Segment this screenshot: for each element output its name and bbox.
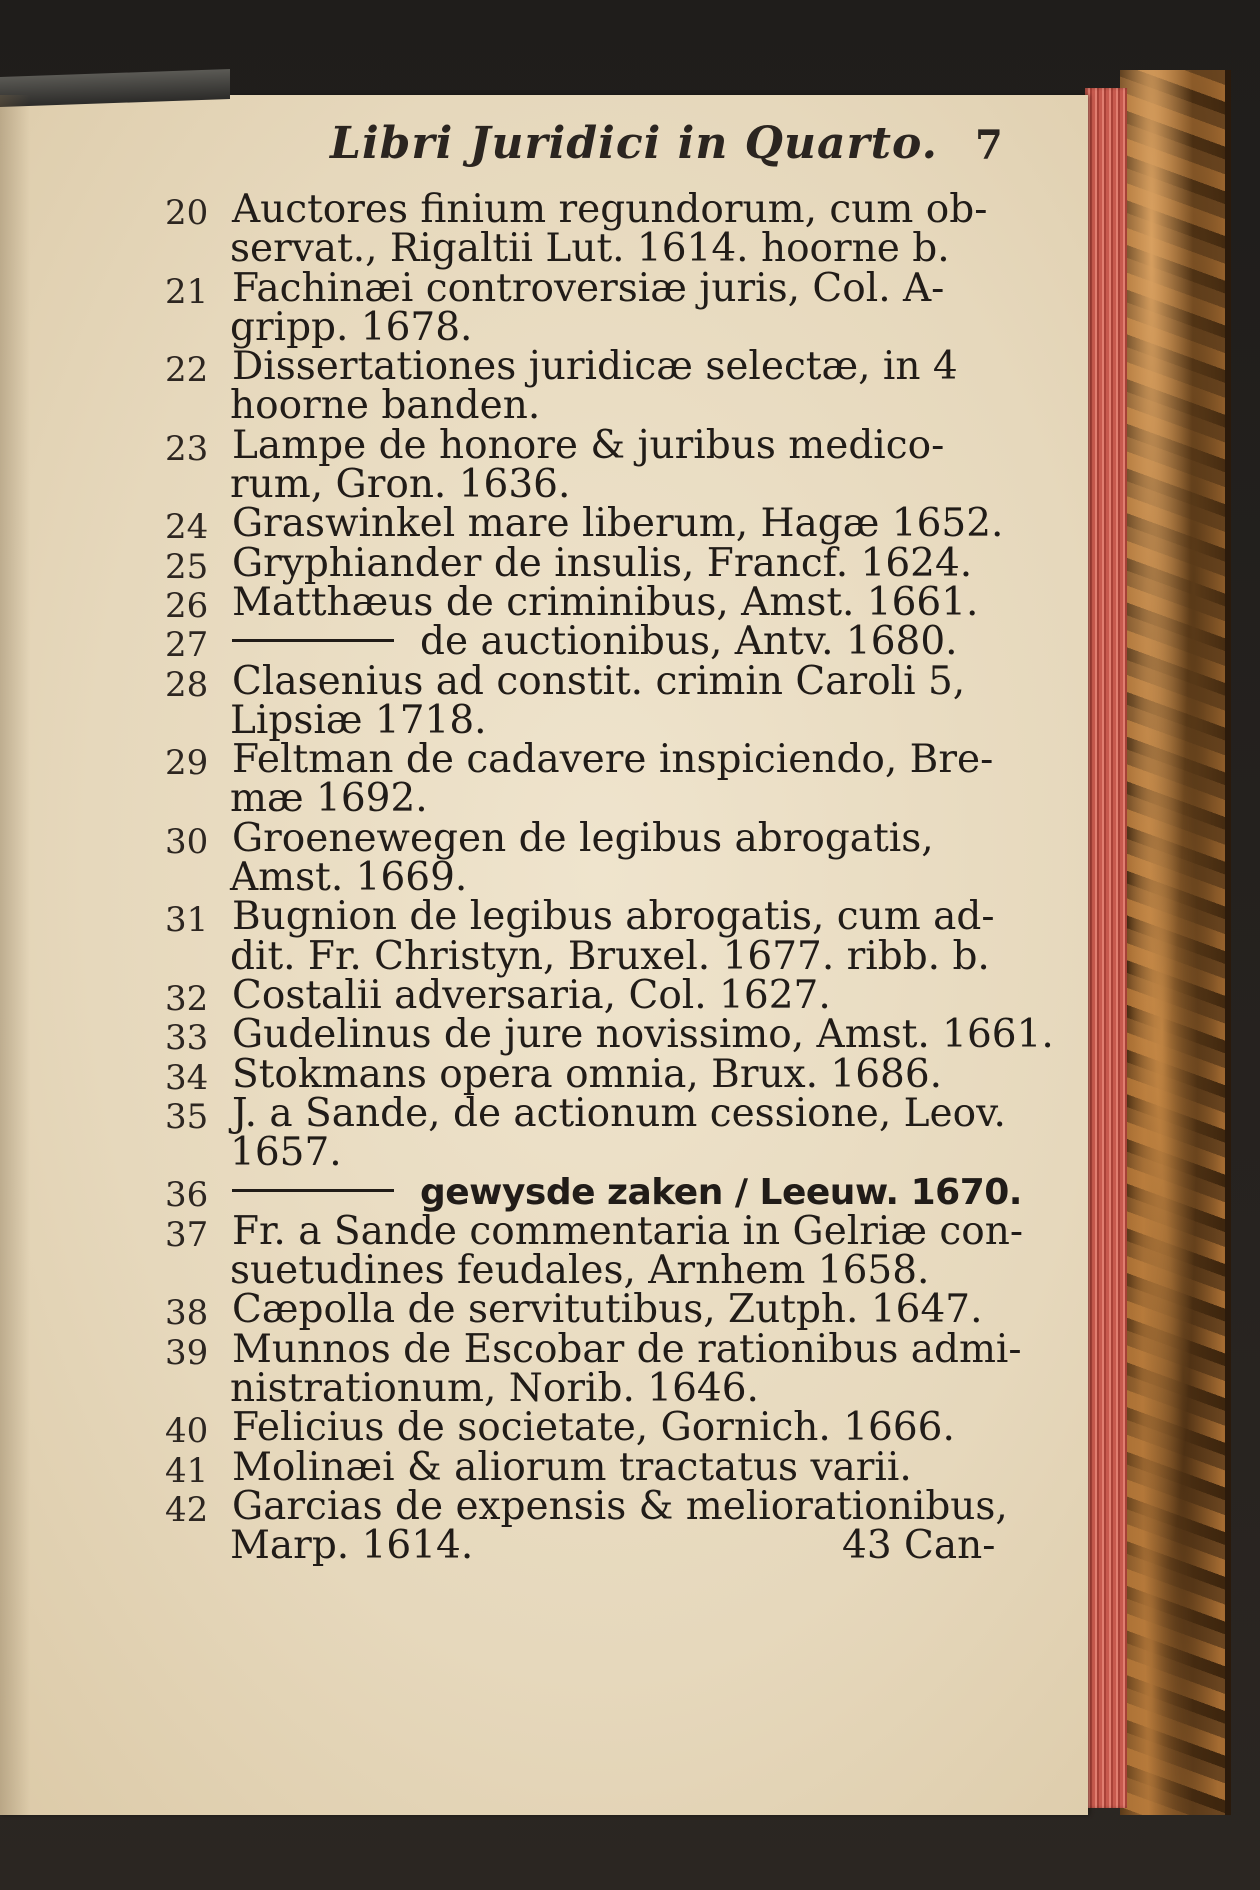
entry-text-content: Dissertationes juridicæ selectæ, in 4 bbox=[232, 344, 958, 390]
entry-text bbox=[232, 972, 831, 1018]
entry-text bbox=[230, 1130, 342, 1176]
entry-text bbox=[230, 462, 571, 508]
catalog-entry bbox=[0, 1444, 1088, 1491]
entry-number: 33 bbox=[165, 1018, 209, 1059]
entry-continuation-line bbox=[0, 304, 1088, 350]
entry-text bbox=[232, 1326, 1022, 1372]
entry-text-content: mæ 1692. bbox=[230, 776, 428, 822]
catalog-entry bbox=[0, 972, 1088, 1019]
entry-text bbox=[232, 815, 934, 861]
entry-text bbox=[232, 1483, 1008, 1529]
entry-text bbox=[230, 383, 541, 429]
entry-number: 32 bbox=[165, 978, 209, 1019]
catalog-entry bbox=[0, 1405, 1088, 1452]
catalog-entry bbox=[0, 540, 1088, 587]
entry-first-line bbox=[0, 1326, 1088, 1373]
catalog-entry bbox=[0, 1090, 1088, 1176]
entry-text bbox=[232, 1208, 1024, 1254]
entry-text bbox=[232, 1444, 912, 1490]
entry-text-content: Amst. 1669. bbox=[230, 855, 468, 901]
entry-number: 42 bbox=[165, 1489, 209, 1530]
catalog-entry bbox=[0, 265, 1088, 350]
entry-first-line bbox=[0, 540, 1088, 587]
catalog-entry bbox=[0, 894, 1088, 979]
entry-number: 27 bbox=[165, 625, 209, 666]
entry-first-line bbox=[0, 737, 1088, 784]
entry-number: 22 bbox=[165, 350, 209, 391]
entry-continuation-line bbox=[0, 855, 1088, 901]
entry-number: 28 bbox=[165, 664, 209, 705]
entry-number: 23 bbox=[165, 428, 209, 469]
entry-text-content: Cæpolla de servitutibus, Zutph. 1647. bbox=[232, 1287, 983, 1333]
entry-first-line bbox=[0, 579, 1088, 626]
red-page-edge bbox=[1085, 88, 1127, 1808]
entry-text-content: Groenewegen de legibus abrogatis, bbox=[232, 815, 934, 861]
entry-first-line bbox=[0, 1172, 1088, 1216]
entry-text-content: Auctores finium regundorum, cum ob- bbox=[232, 187, 988, 232]
ditto-dash bbox=[232, 1189, 394, 1192]
entry-number: 40 bbox=[165, 1411, 209, 1452]
entry-text-content: rum, Gron. 1636. bbox=[230, 462, 571, 508]
entry-continuation-line bbox=[0, 462, 1088, 508]
entry-text bbox=[230, 855, 468, 901]
entry-number: 35 bbox=[165, 1096, 209, 1137]
entry-text bbox=[230, 226, 950, 272]
entry-text-content: servat., Rigaltii Lut. 1614. hoorne b. bbox=[230, 226, 950, 272]
entry-text-content: Matthæus de criminibus, Amst. 1661. bbox=[232, 579, 979, 625]
entry-text bbox=[230, 1365, 759, 1411]
entry-text bbox=[232, 894, 995, 940]
catalog-entry bbox=[0, 1012, 1088, 1059]
entry-text bbox=[230, 304, 473, 350]
entry-text bbox=[230, 776, 428, 822]
entry-text-content: Garcias de expensis & meliorationibus, bbox=[232, 1483, 1008, 1529]
entry-continuation-line bbox=[0, 1523, 1088, 1569]
entry-first-line bbox=[0, 501, 1088, 548]
entry-text-content: gripp. 1678. bbox=[230, 304, 473, 350]
entry-text-content: Molinæi & aliorum tractatus varii. bbox=[232, 1444, 912, 1490]
entry-text bbox=[232, 422, 945, 468]
catalog-entry bbox=[0, 422, 1088, 508]
catalog-entry bbox=[0, 501, 1088, 548]
entry-text-content: gewysde zaken / Leeuw. 1670. bbox=[420, 1172, 1022, 1214]
entry-continuation-line bbox=[0, 1365, 1088, 1411]
entry-number: 41 bbox=[165, 1450, 209, 1491]
entry-number: 34 bbox=[165, 1057, 209, 1098]
entry-number: 36 bbox=[165, 1175, 209, 1216]
entry-first-line bbox=[0, 619, 1088, 666]
catalog-entry bbox=[0, 187, 1088, 272]
entry-text-content: Marp. 1614. bbox=[230, 1523, 474, 1569]
entry-text bbox=[230, 1248, 930, 1294]
entry-number: 30 bbox=[165, 821, 209, 862]
entry-text bbox=[232, 1405, 955, 1451]
catalog-entry bbox=[0, 579, 1088, 626]
book-page bbox=[0, 95, 1088, 1815]
entry-continuation-line bbox=[0, 226, 1088, 272]
entry-text bbox=[232, 187, 988, 232]
entry-text-content: Stokmans opera omnia, Brux. 1686. bbox=[232, 1051, 943, 1097]
entry-text bbox=[232, 658, 966, 704]
entry-text-content: nistrationum, Norib. 1646. bbox=[230, 1365, 759, 1411]
entry-text-content: J. a Sande, de actionum cessione, Leov. bbox=[232, 1090, 1006, 1136]
entry-text bbox=[232, 501, 1004, 547]
entry-text-content: de auctionibus, Antv. 1680. bbox=[420, 619, 958, 665]
entry-text bbox=[232, 344, 958, 390]
entry-number: 20 bbox=[165, 193, 209, 233]
entry-first-line bbox=[0, 1012, 1088, 1059]
catalog-entry bbox=[0, 1326, 1088, 1411]
entry-first-line bbox=[0, 265, 1088, 312]
entry-number: 21 bbox=[165, 271, 209, 312]
running-head bbox=[0, 118, 1088, 178]
entry-text-content: Bugnion de legibus abrogatis, cum ad- bbox=[232, 894, 995, 940]
entry-first-line bbox=[0, 1051, 1088, 1098]
entry-first-line bbox=[0, 1287, 1088, 1334]
entry-number: 38 bbox=[165, 1293, 209, 1334]
entry-first-line bbox=[0, 1208, 1088, 1255]
entry-number: 26 bbox=[165, 585, 209, 626]
entry-number: 37 bbox=[165, 1214, 209, 1255]
entry-text-content: Lampe de honore & juribus medico- bbox=[232, 422, 945, 468]
catalog-entry bbox=[0, 737, 1088, 822]
entry-text-content: hoorne banden. bbox=[230, 383, 541, 429]
entry-text bbox=[232, 619, 958, 665]
entry-text bbox=[230, 933, 990, 979]
catalog-entry bbox=[0, 619, 1088, 666]
entry-list bbox=[0, 187, 1088, 1569]
entry-text-content: Felicius de societate, Gornich. 1666. bbox=[232, 1405, 955, 1451]
catalog-entry bbox=[0, 344, 1088, 429]
entry-first-line bbox=[0, 422, 1088, 469]
catalog-entry bbox=[0, 1483, 1088, 1569]
entry-first-line bbox=[0, 344, 1088, 391]
entry-first-line bbox=[0, 972, 1088, 1019]
entry-text bbox=[232, 737, 994, 783]
entry-number: 29 bbox=[165, 743, 209, 784]
catalog-entry bbox=[0, 1208, 1088, 1294]
entry-text bbox=[232, 1287, 983, 1333]
entry-text-content: suetudines feudales, Arnhem 1658. bbox=[230, 1248, 930, 1294]
entry-text bbox=[232, 1090, 1006, 1136]
entry-text bbox=[232, 1172, 1022, 1212]
entry-text-content: Costalii adversaria, Col. 1627. bbox=[232, 972, 831, 1018]
entry-text bbox=[232, 579, 979, 625]
entry-number: 24 bbox=[165, 507, 209, 548]
entry-continuation-line bbox=[0, 1130, 1088, 1176]
entry-first-line bbox=[0, 894, 1088, 941]
entry-number: 25 bbox=[165, 546, 209, 587]
entry-text-content: dit. Fr. Christyn, Bruxel. 1677. ribb. b. bbox=[230, 933, 990, 979]
entry-first-line bbox=[0, 1090, 1088, 1137]
entry-text-content: Graswinkel mare liberum, Hagæ 1652. bbox=[232, 501, 1004, 547]
entry-continuation-line bbox=[0, 383, 1088, 429]
entry-continuation-line bbox=[0, 1248, 1088, 1294]
entry-text-content: Munnos de Escobar de rationibus admi- bbox=[232, 1326, 1022, 1372]
entry-text bbox=[232, 1012, 1054, 1058]
entry-first-line bbox=[0, 187, 1088, 233]
entry-first-line bbox=[0, 1405, 1088, 1452]
entry-first-line bbox=[0, 1483, 1088, 1530]
entry-text bbox=[232, 540, 973, 586]
entry-text-content: 1657. bbox=[230, 1130, 342, 1176]
marbled-book-edge bbox=[1120, 70, 1231, 1815]
entry-first-line bbox=[0, 1444, 1088, 1491]
ditto-dash bbox=[232, 639, 394, 642]
entry-number: 39 bbox=[165, 1332, 209, 1373]
entry-text-content: Fachinæi controversiæ juris, Col. A- bbox=[232, 265, 945, 311]
entry-continuation-line bbox=[0, 697, 1088, 743]
catalog-entry bbox=[0, 1172, 1088, 1216]
entry-number: 31 bbox=[165, 900, 209, 941]
entry-text bbox=[232, 265, 945, 311]
entry-text-content: Gryphiander de insulis, Francf. 1624. bbox=[232, 540, 973, 586]
entry-text-content: Fr. a Sande commentaria in Gelriæ con- bbox=[232, 1208, 1024, 1254]
entry-continuation-line bbox=[0, 933, 1088, 979]
entry-text bbox=[232, 1051, 943, 1097]
entry-text-content: Feltman de cadavere inspiciendo, Bre- bbox=[232, 737, 994, 783]
catalog-entry bbox=[0, 815, 1088, 901]
catchword: 43 Can- bbox=[842, 1523, 996, 1569]
entry-text bbox=[230, 1523, 474, 1569]
catalog-entry bbox=[0, 1287, 1088, 1334]
catalog-entry bbox=[0, 1051, 1088, 1098]
entry-text-content: Gudelinus de jure novissimo, Amst. 1661. bbox=[232, 1012, 1054, 1058]
entry-text-content: Clasenius ad constit. crimin Caroli 5, bbox=[232, 658, 966, 704]
entry-continuation-line bbox=[0, 776, 1088, 822]
entry-text-content: Lipsiæ 1718. bbox=[230, 697, 487, 743]
entry-first-line bbox=[0, 658, 1088, 705]
entry-text bbox=[230, 697, 487, 743]
page-number: 7 bbox=[975, 122, 1003, 169]
page-title: Libri Juridici in Quarto. bbox=[330, 118, 938, 169]
catalog-entry bbox=[0, 658, 1088, 743]
entry-first-line bbox=[0, 815, 1088, 862]
